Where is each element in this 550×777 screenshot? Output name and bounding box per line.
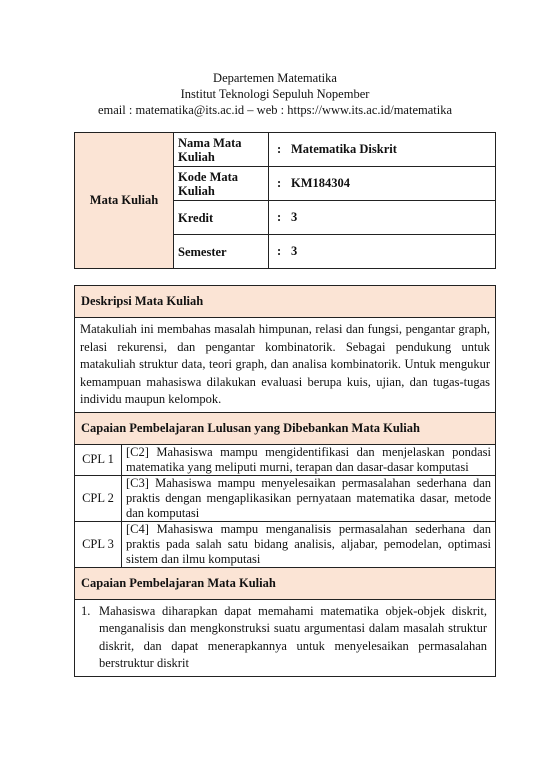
colon: : — [277, 142, 282, 156]
colon: : — [277, 210, 282, 224]
course-name-value — [269, 133, 496, 167]
course-code: KM184304 — [291, 176, 351, 190]
course-code-value — [269, 167, 496, 201]
description-title: Deskripsi Mata Kuliah — [75, 286, 496, 318]
table-row — [75, 475, 496, 521]
cpmk-title: Capaian Pembelajaran Mata Kuliah — [75, 567, 496, 599]
semester: 3 — [291, 244, 298, 258]
credit-value — [269, 201, 496, 235]
department-name: Departemen Matematika — [213, 71, 337, 85]
semester-value — [269, 235, 496, 269]
semester-label: Semester — [174, 235, 269, 269]
table-row — [75, 521, 496, 567]
course-info-table — [74, 132, 496, 269]
cpl-text: [C2] Mahasiswa mampu mengidentifikasi dan menjelaskan pondasi matematika yang meliputi murni, terapan dan dasar-dasar komputasi — [122, 444, 496, 475]
credit: 3 — [291, 210, 298, 224]
cpl-title: Capaian Pembelajaran Lulusan yang Dibebankan Mata Kuliah — [75, 412, 496, 444]
course-name: Matematika Diskrit — [291, 142, 397, 156]
cpmk-item — [75, 599, 496, 676]
cpl-text: [C3] Mahasiswa mampu menyelesaikan permasalahan sederhana dan praktis dengan mengaplikasikan pernyataan matematika dasar, metode dan komputasi — [122, 475, 496, 521]
course-detail-table — [74, 285, 496, 677]
course-code-label: Kode Mata Kuliah — [174, 167, 269, 201]
colon: : — [277, 176, 282, 190]
colon: : — [277, 244, 282, 258]
table-row — [75, 444, 496, 475]
cpmk-text: Mahasiswa diharapkan dapat memahami matematika objek-objek diskrit, menganalisis dan mengkonstruksi suatu argumentasi dalam masalah struktur diskrit, dan dapat menerapkannya untuk menyelesaikan permasalahan berstruktur diskrit — [99, 603, 487, 670]
course-name-label: Nama Mata Kuliah — [174, 133, 269, 167]
institute-name: Institut Teknologi Sepuluh Nopember — [180, 87, 370, 101]
cpl-code: CPL 1 — [75, 444, 122, 475]
cpl-text: [C4] Mahasiswa mampu menganalisis permasalahan sederhana dan praktis pada salah satu bidang analisis, aljabar, pemodelan, optimasi sistem dan ilmu komputasi — [122, 521, 496, 567]
cpmk-number: 1. — [81, 603, 91, 618]
document-header — [0, 70, 550, 118]
contact-line: email : matematika@its.ac.id – web : https://www.its.ac.id/matematika — [97, 103, 453, 117]
cpl-code: CPL 2 — [75, 475, 122, 521]
course-section-label: Mata Kuliah — [75, 133, 174, 269]
description-text: Matakuliah ini membahas masalah himpunan, relasi dan fungsi, pengantar graph, relasi rekurensi, dan pengantar kombinatorik. Sebagai pendukung untuk matakuliah struktur data, teori graph, dan analisa kombinatorik. Untuk mengukur kemampuan mahasiswa dilakukan evaluasi berupa kuis, ujian, dan tugas-tugas individu maupun kelompok. — [75, 318, 496, 413]
cpl-code: CPL 3 — [75, 521, 122, 567]
credit-label: Kredit — [174, 201, 269, 235]
